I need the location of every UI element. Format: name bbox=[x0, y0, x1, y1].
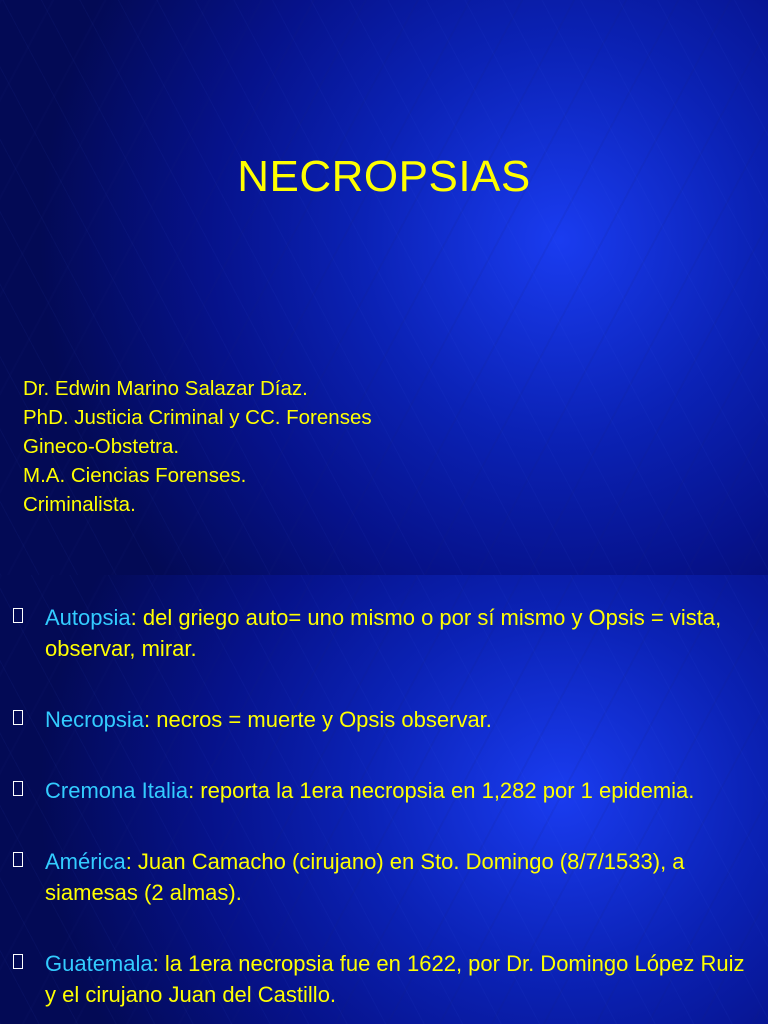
bullet-text: : reporta la 1era necropsia en 1,282 por 1 epidemia. bbox=[188, 778, 695, 803]
list-item bbox=[0, 775, 768, 806]
slide-definitions bbox=[0, 575, 768, 1024]
author-name: Dr. Edwin Marino Salazar Díaz. bbox=[23, 377, 308, 400]
author-credential: Gineco-Obstetra. bbox=[23, 435, 180, 458]
list-item bbox=[0, 948, 768, 1010]
author-credential: PhD. Justicia Criminal y CC. Forenses bbox=[23, 406, 372, 429]
author-block bbox=[23, 374, 372, 519]
presentation-title: NECROPSIAS bbox=[237, 152, 531, 201]
bullet-term: América bbox=[45, 849, 126, 874]
bullet-term: Necropsia bbox=[45, 707, 145, 732]
bullet-list bbox=[0, 602, 768, 1024]
bullet-term: Autopsia bbox=[45, 605, 131, 630]
list-item bbox=[0, 602, 768, 664]
bullet-term: Cremona Italia bbox=[45, 778, 189, 803]
square-bullet-icon bbox=[13, 954, 23, 969]
list-item bbox=[0, 846, 768, 908]
square-bullet-icon bbox=[13, 710, 23, 725]
list-item bbox=[0, 704, 768, 735]
bullet-term: Guatemala bbox=[45, 951, 153, 976]
bullet-text: : del griego auto= uno mismo o por sí mismo y Opsis = vista, observar, mirar. bbox=[45, 605, 722, 661]
bullet-text: : la 1era necropsia fue en 1622, por Dr. Domingo López Ruiz y el cirujano Juan del Castillo. bbox=[45, 951, 745, 1007]
bullet-text: : necros = muerte y Opsis observar. bbox=[144, 707, 492, 732]
author-credential: Criminalista. bbox=[23, 493, 136, 516]
square-bullet-icon bbox=[13, 781, 23, 796]
bullet-text: : Juan Camacho (cirujano) en Sto. Domingo (8/7/1533), a siamesas (2 almas). bbox=[45, 849, 685, 905]
author-credential: M.A. Ciencias Forenses. bbox=[23, 464, 247, 487]
square-bullet-icon bbox=[13, 608, 23, 623]
square-bullet-icon bbox=[13, 852, 23, 867]
